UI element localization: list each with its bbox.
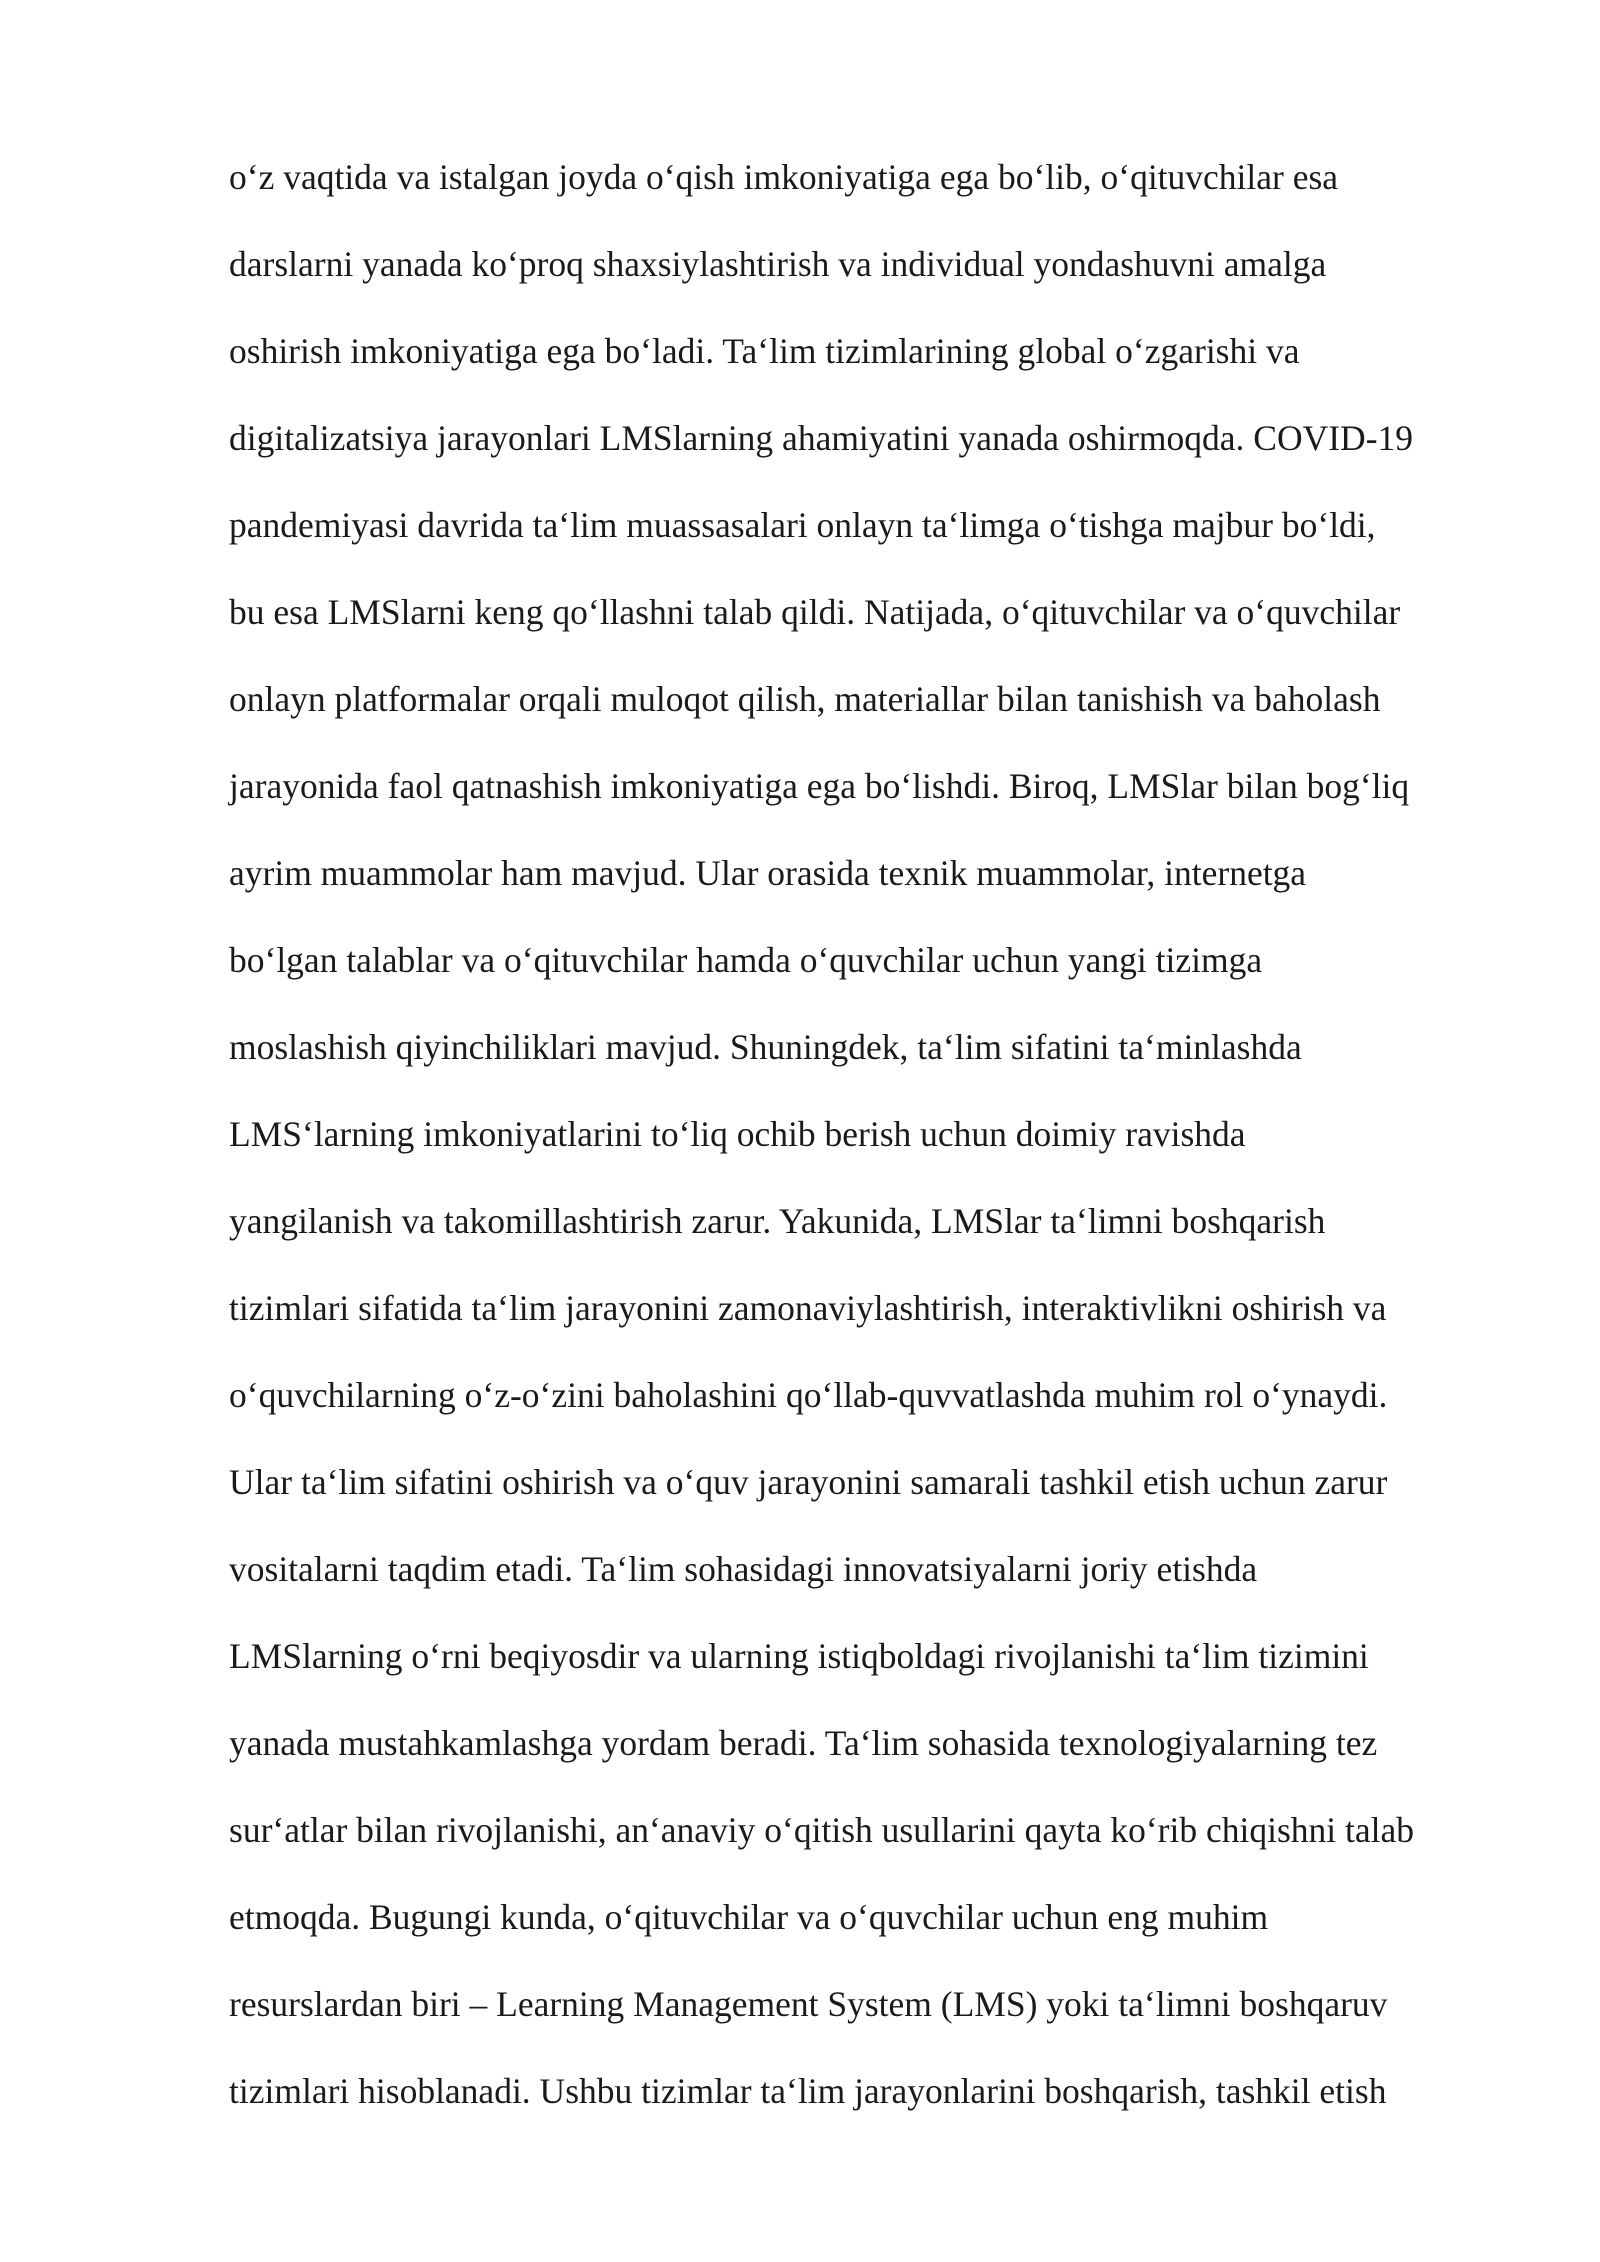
text-line: oshirish imkoniyatiga ega boʻladi. Taʻlim tizimlarining global oʻzgarishi va [229, 331, 1300, 371]
text-line: Ular taʻlim sifatini oshirish va oʻquv jarayonini samarali tashkil etish uchun zarur [229, 1462, 1388, 1502]
text-line: tizimlari sifatida taʻlim jarayonini zamonaviylashtirish, interaktivlikni oshirish va [229, 1288, 1387, 1328]
body-text [229, 148, 1529, 2149]
text-line: yanada mustahkamlashga yordam beradi. Taʻlim sohasida texnologiyalarning tez [229, 1723, 1378, 1763]
text-line: LMSʻlarning imkoniyatlarini toʻliq ochib berish uchun doimiy ravishda [229, 1114, 1246, 1154]
text-line: pandemiyasi davrida taʻlim muassasalari onlayn taʻlimga oʻtishga majbur boʻldi, [229, 505, 1376, 545]
text-line: onlayn platformalar orqali muloqot qilish, materiallar bilan tanishish va baholash [229, 679, 1381, 719]
text-line: moslashish qiyinchiliklari mavjud. Shuningdek, taʻlim sifatini taʻminlashda [229, 1027, 1302, 1067]
text-line: LMSlarning oʻrni beqiyosdir va ularning istiqboldagi rivojlanishi taʻlim tizimini [229, 1636, 1369, 1676]
text-line: boʻlgan talablar va oʻqituvchilar hamda oʻquvchilar uchun yangi tizimga [229, 940, 1263, 980]
text-line: etmoqda. Bugungi kunda, oʻqituvchilar va oʻquvchilar uchun eng muhim [229, 1897, 1269, 1937]
text-line: digitalizatsiya jarayonlari LMSlarning ahamiyatini yanada oshirmoqda. COVID-19 [229, 418, 1414, 458]
text-line: yangilanish va takomillashtirish zarur. Yakunida, LMSlar taʻlimni boshqarish [229, 1201, 1326, 1241]
text-line: oʻz vaqtida va istalgan joyda oʻqish imkoniyatiga ega boʻlib, oʻqituvchilar esa [229, 157, 1339, 197]
text-line: vositalarni taqdim etadi. Taʻlim sohasidagi innovatsiyalarni joriy etishda [229, 1549, 1258, 1589]
text-line: tizimlari hisoblanadi. Ushbu tizimlar taʻlim jarayonlarini boshqarish, tashkil etish [229, 2071, 1387, 2111]
text-line: bu esa LMSlarni keng qoʻllashni talab qildi. Natijada, oʻqituvchilar va oʻquvchilar [229, 592, 1401, 632]
text-line: oʻquvchilarning oʻz-oʻzini baholashini qoʻllab-quvvatlashda muhim rol oʻynaydi. [229, 1375, 1388, 1415]
text-line: surʻatlar bilan rivojlanishi, anʻanaviy oʻqitish usullarini qayta koʻrib chiqishni talab [229, 1810, 1415, 1850]
text-line: jarayonida faol qatnashish imkoniyatiga ega boʻlishdi. Biroq, LMSlar bilan bogʻliq [229, 766, 1410, 806]
text-line: resurslardan biri – Learning Management System (LMS) yoki taʻlimni boshqaruv [229, 1984, 1388, 2024]
text-line: darslarni yanada koʻproq shaxsiylashtirish va individual yondashuvni amalga [229, 244, 1327, 284]
text-line: ayrim muammolar ham mavjud. Ular orasida texnik muammolar, internetga [229, 853, 1307, 893]
